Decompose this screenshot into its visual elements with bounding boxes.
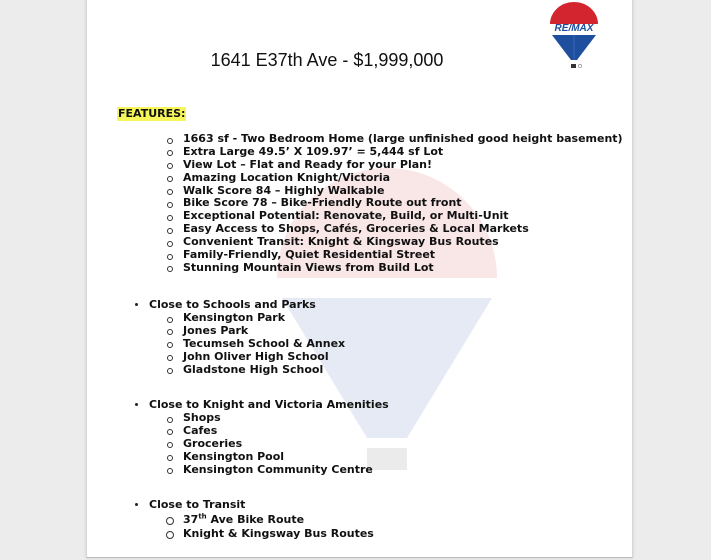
list-item: Convenient Transit: Knight & Kingsway Bus Routes (167, 236, 623, 249)
list-item: Cafes (167, 425, 373, 438)
list-item: Groceries (167, 438, 373, 451)
list-item: Extra Large 49.5’ X 109.97’ = 5,444 sf Lot (167, 146, 623, 159)
features-list (167, 133, 623, 275)
schools-parks-list (167, 312, 345, 376)
list-item: Kensington Pool (167, 451, 373, 464)
list-item: Stunning Mountain Views from Build Lot (167, 262, 623, 275)
list-item: Kensington Community Centre (167, 464, 373, 477)
section-heading-amenities: Close to Knight and Victoria Amenities (134, 398, 389, 411)
list-item: 37th Ave Bike Route (167, 513, 374, 527)
list-item: Jones Park (167, 325, 345, 338)
list-item: Amazing Location Knight/Victoria (167, 172, 623, 185)
svg-text:RE/MAX: RE/MAX (554, 23, 594, 34)
list-item: Family-Friendly, Quiet Residential Street (167, 249, 623, 262)
features-label: FEATURES: (118, 107, 186, 120)
list-item: View Lot – Flat and Ready for your Plan! (167, 159, 623, 172)
section-heading-schools-parks: Close to Schools and Parks (134, 298, 316, 311)
section-heading-transit: Close to Transit (134, 498, 245, 511)
page-title: 1641 E37th Ave - $1,999,000 (210, 50, 444, 70)
list-item: Kensington Park (167, 312, 345, 325)
list-item: Walk Score 84 – Highly Walkable (167, 185, 623, 198)
transit-list (167, 513, 374, 541)
list-item: Knight & Kingsway Bus Routes (167, 527, 374, 541)
list-item: Shops (167, 412, 373, 425)
list-item: 1663 sf - Two Bedroom Home (large unfinished good height basement) (167, 133, 623, 146)
list-item: Easy Access to Shops, Cafés, Groceries & Local Markets (167, 223, 623, 236)
list-item: Gladstone High School (167, 364, 345, 377)
amenities-list (167, 412, 373, 476)
list-item: John Oliver High School (167, 351, 345, 364)
list-item: Exceptional Potential: Renovate, Build, or Multi-Unit (167, 210, 623, 223)
list-item: Tecumseh School & Annex (167, 338, 345, 351)
list-item: Bike Score 78 – Bike-Friendly Route out front (167, 197, 623, 210)
document-page (86, 0, 633, 558)
